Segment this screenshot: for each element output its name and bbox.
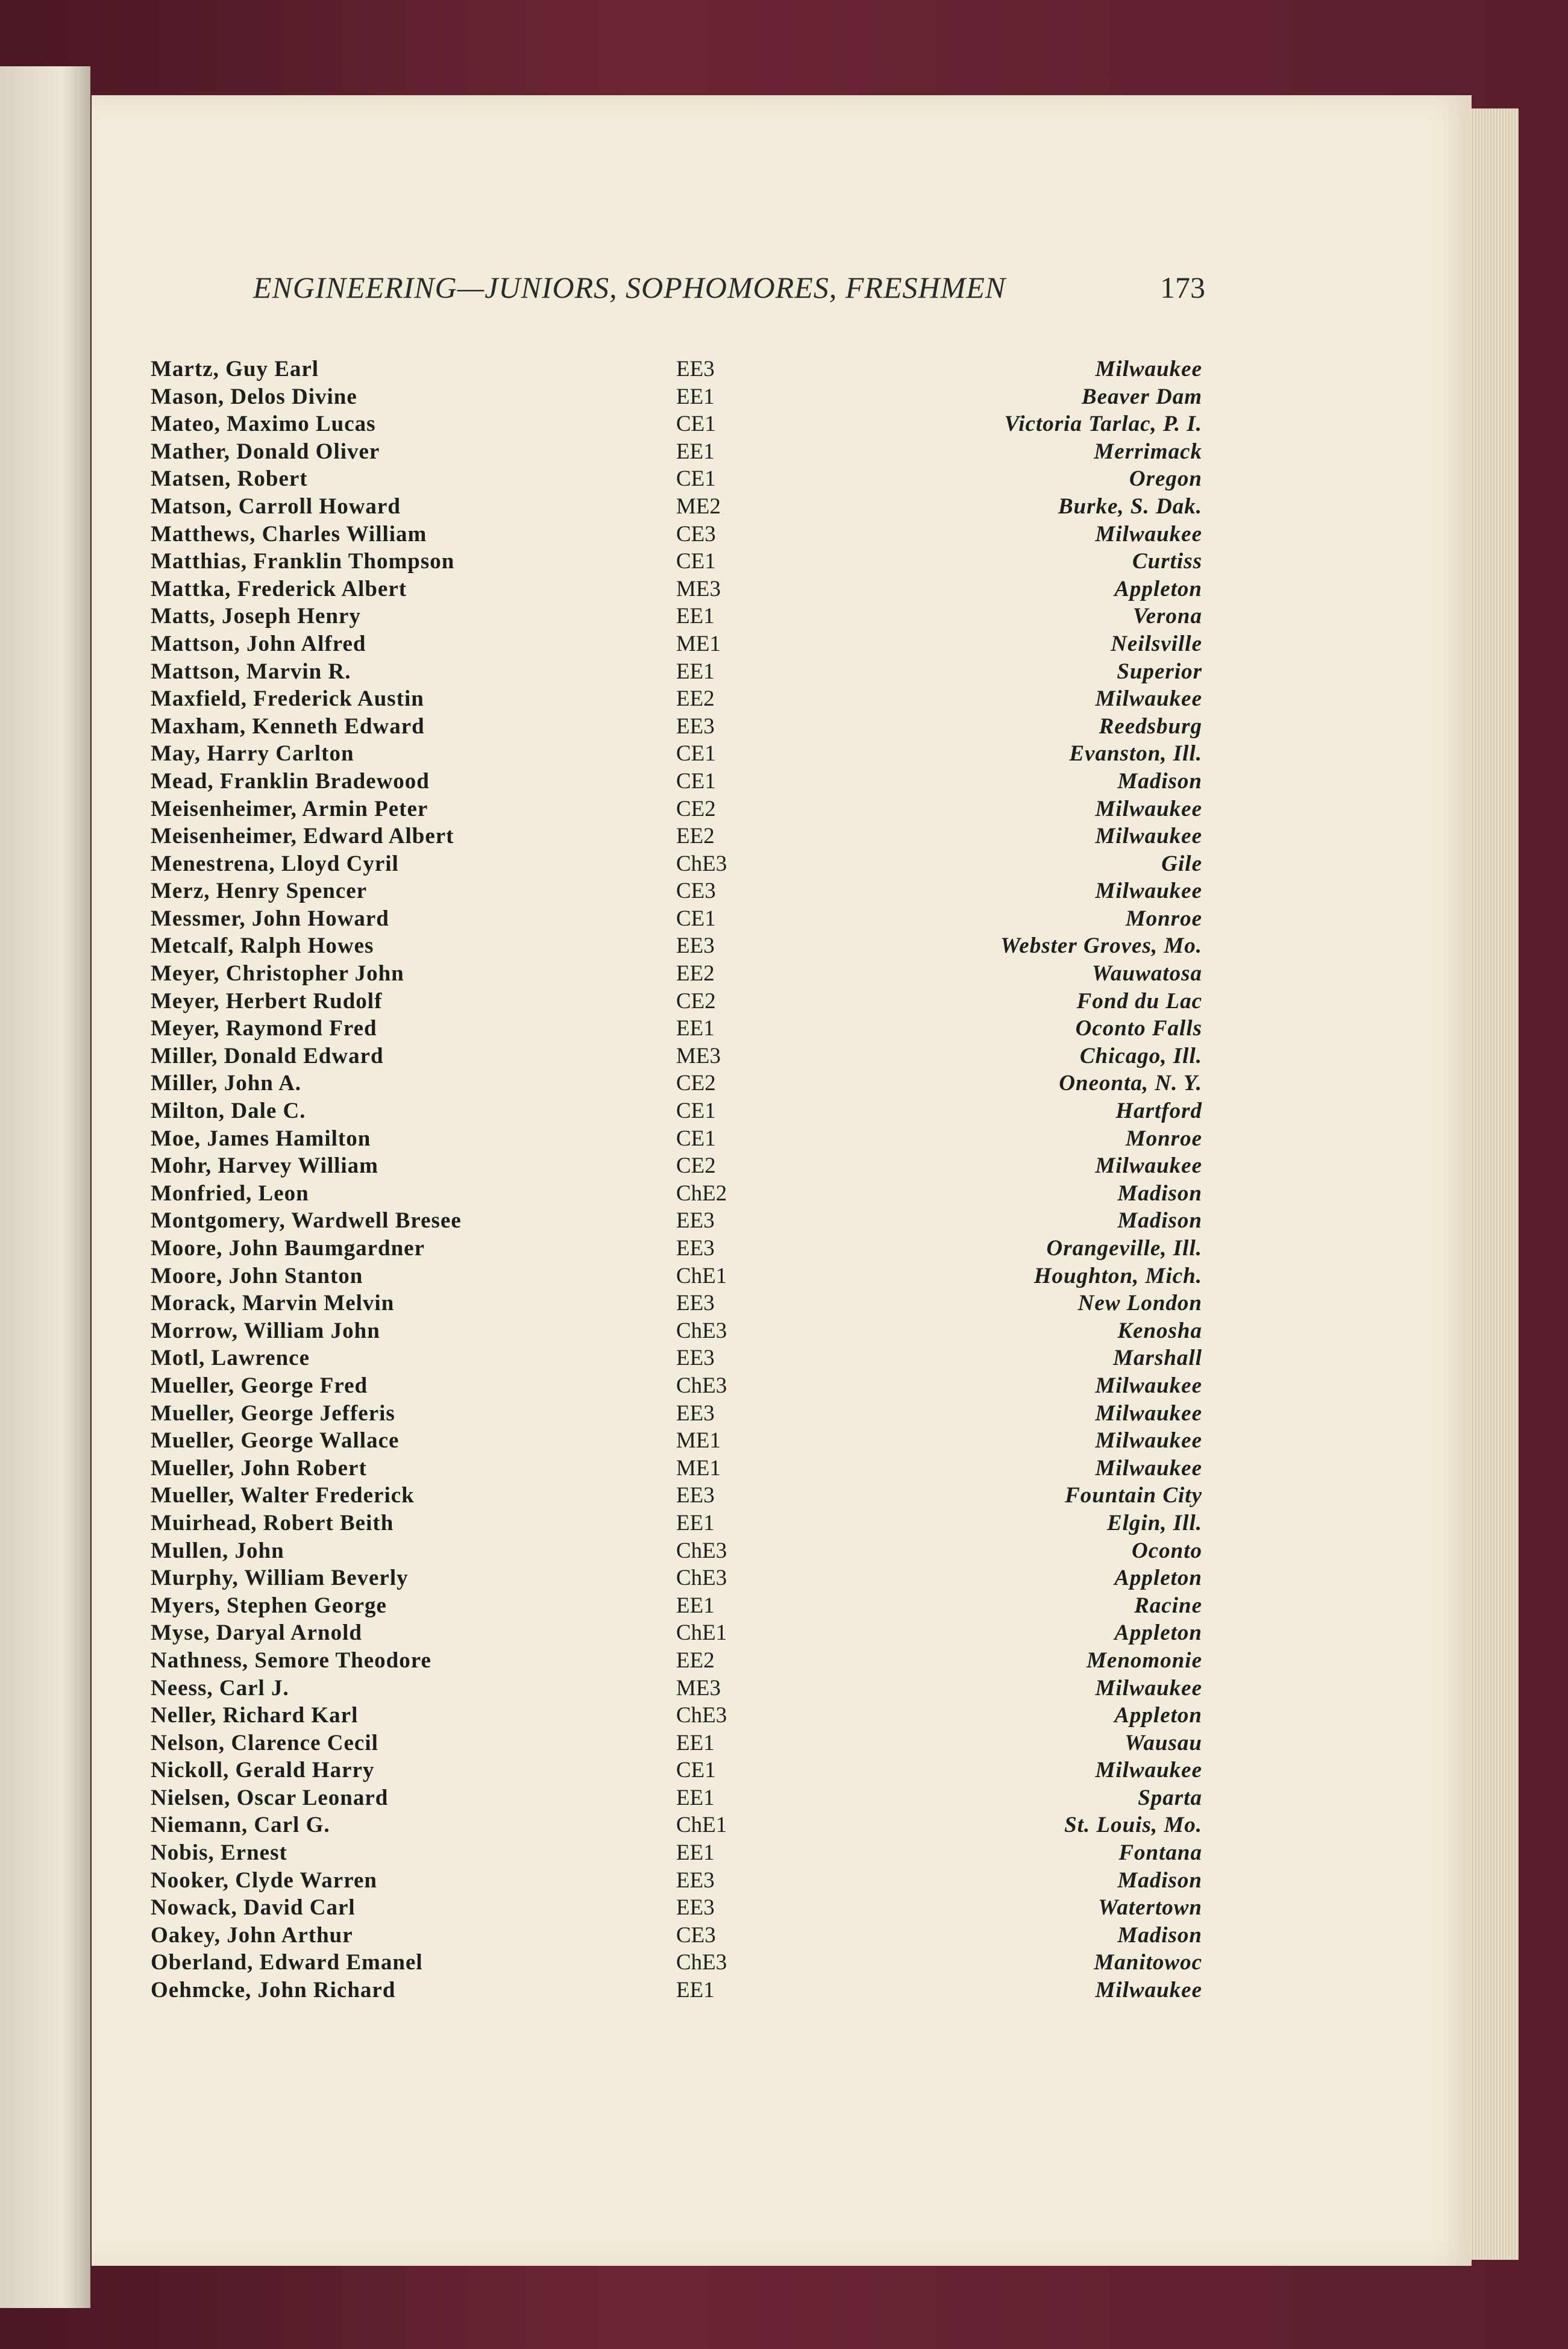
- student-name: Murphy, William Beverly: [151, 1566, 409, 1591]
- student-row: [151, 932, 1202, 960]
- student-town: Appleton: [1114, 1703, 1202, 1728]
- student-course: EE3: [676, 713, 715, 739]
- student-town: Menomonie: [1087, 1648, 1202, 1673]
- student-town: Milwaukee: [1095, 1428, 1202, 1454]
- student-name: Montgomery, Wardwell Bresee: [151, 1208, 462, 1234]
- student-name: Moe, James Hamilton: [151, 1126, 371, 1151]
- student-course: EE1: [676, 1510, 715, 1535]
- student-town: Elgin, Ill.: [1106, 1510, 1202, 1535]
- student-name: Mattka, Frederick Albert: [151, 576, 407, 601]
- student-row: [151, 1372, 1202, 1400]
- student-row: [151, 795, 1202, 823]
- student-course: ChE1: [676, 1620, 727, 1646]
- student-row: [151, 850, 1202, 878]
- student-row: [151, 438, 1202, 466]
- student-town: Milwaukee: [1095, 686, 1202, 712]
- student-name: Monfried, Leon: [151, 1181, 309, 1206]
- student-course: CE2: [676, 988, 716, 1014]
- student-course: CE3: [676, 879, 716, 904]
- student-row: [151, 1894, 1202, 1922]
- student-row: [151, 1180, 1202, 1208]
- student-name: Matthias, Franklin Thompson: [151, 549, 455, 574]
- student-town: Merrimack: [1094, 439, 1202, 464]
- student-course: EE3: [676, 357, 715, 381]
- student-course: ME1: [676, 1455, 721, 1481]
- student-course: EE1: [676, 1593, 715, 1618]
- student-course: EE1: [676, 1978, 715, 2003]
- student-town: Sparta: [1138, 1785, 1202, 1810]
- student-town: Beaver Dam: [1081, 384, 1202, 409]
- student-name: Messmer, John Howard: [151, 906, 389, 931]
- student-name: Mason, Delos Divine: [151, 384, 357, 409]
- student-town: Milwaukee: [1095, 1455, 1202, 1481]
- student-name: Metcalf, Ralph Howes: [151, 933, 374, 959]
- student-course: ME1: [676, 1428, 721, 1454]
- student-course: EE1: [676, 1840, 715, 1866]
- student-row: [151, 740, 1202, 768]
- student-row: [151, 410, 1202, 438]
- student-town: Milwaukee: [1095, 824, 1202, 849]
- student-course: ChE3: [676, 1566, 727, 1591]
- student-town: Houghton, Mich.: [1033, 1263, 1202, 1288]
- student-row: [151, 1757, 1202, 1784]
- student-town: Orangeville, Ill.: [1046, 1236, 1202, 1261]
- student-name: Moore, John Stanton: [151, 1263, 363, 1288]
- student-course: CE1: [676, 549, 716, 574]
- student-row: [151, 1564, 1202, 1592]
- student-town: Wauwatosa: [1091, 961, 1202, 986]
- student-town: Milwaukee: [1095, 521, 1202, 547]
- student-row: [151, 1949, 1202, 1977]
- student-course: CE3: [676, 521, 716, 547]
- student-town: Superior: [1117, 659, 1202, 684]
- student-town: Monroe: [1125, 1126, 1202, 1151]
- student-town: Madison: [1117, 768, 1202, 794]
- student-course: EE1: [676, 384, 715, 409]
- student-course: ChE2: [676, 1181, 727, 1206]
- student-course: EE2: [676, 824, 715, 849]
- student-row: [151, 1619, 1202, 1647]
- student-town: Oconto Falls: [1075, 1016, 1202, 1041]
- student-course: EE1: [676, 1016, 715, 1041]
- student-town: Neilsville: [1111, 631, 1202, 656]
- student-row: [151, 1482, 1202, 1510]
- student-name: May, Harry Carlton: [151, 741, 354, 767]
- student-town: Chicago, Ill.: [1079, 1043, 1202, 1068]
- student-course: EE2: [676, 686, 715, 712]
- student-name: Niemann, Carl G.: [151, 1813, 330, 1838]
- student-course: EE3: [676, 1400, 715, 1426]
- student-name: Moore, John Baumgardner: [151, 1236, 425, 1261]
- student-name: Nobis, Ernest: [151, 1840, 287, 1866]
- student-town: Madison: [1117, 1922, 1202, 1948]
- student-row: [151, 603, 1202, 630]
- student-town: Oregon: [1129, 466, 1202, 492]
- student-name: Miller, John A.: [151, 1071, 302, 1096]
- student-course: ChE3: [676, 1538, 727, 1563]
- student-row: [151, 356, 1202, 383]
- student-name: Merz, Henry Spencer: [151, 879, 368, 904]
- student-row: [151, 905, 1202, 933]
- student-row: [151, 548, 1202, 575]
- student-row: [151, 1070, 1202, 1097]
- student-course: EE2: [676, 1648, 715, 1673]
- student-name: Mohr, Harvey William: [151, 1153, 379, 1179]
- student-name: Nowack, David Carl: [151, 1895, 356, 1921]
- student-town: Verona: [1133, 604, 1202, 629]
- student-course: EE1: [676, 439, 715, 464]
- student-course: CE1: [676, 906, 716, 931]
- student-course: CE1: [676, 1758, 716, 1783]
- student-town: Appleton: [1114, 576, 1202, 601]
- student-town: Evanston, Ill.: [1069, 741, 1202, 767]
- student-town: Oneonta, N. Y.: [1059, 1071, 1202, 1096]
- student-town: Milwaukee: [1095, 796, 1202, 821]
- student-town: Wausau: [1124, 1730, 1202, 1755]
- student-town: Manitowoc: [1094, 1950, 1202, 1975]
- student-name: Martz, Guy Earl: [151, 357, 319, 381]
- student-row: [151, 960, 1202, 988]
- student-name: Maxfield, Frederick Austin: [151, 686, 424, 712]
- student-course: CE1: [676, 741, 716, 767]
- student-course: ChE3: [676, 1950, 727, 1975]
- student-town: Fountain City: [1065, 1483, 1202, 1508]
- page-block-edge: [1470, 108, 1519, 2260]
- student-course: ChE3: [676, 1373, 727, 1398]
- student-row: [151, 768, 1202, 795]
- student-town: Racine: [1134, 1593, 1202, 1618]
- student-name: Mead, Franklin Bradewood: [151, 768, 430, 794]
- student-name: Mueller, Walter Frederick: [151, 1483, 415, 1508]
- student-course: CE2: [676, 1153, 716, 1179]
- student-town: Madison: [1117, 1181, 1202, 1206]
- student-name: Nickoll, Gerald Harry: [151, 1758, 375, 1783]
- student-course: EE3: [676, 1346, 715, 1371]
- student-course: CE3: [676, 1922, 716, 1948]
- student-name: Matts, Joseph Henry: [151, 604, 361, 629]
- student-name: Meyer, Herbert Rudolf: [151, 988, 383, 1014]
- student-row: [151, 1784, 1202, 1812]
- student-row: [151, 1043, 1202, 1070]
- student-row: [151, 1510, 1202, 1537]
- student-row: [151, 1235, 1202, 1262]
- student-name: Nooker, Clyde Warren: [151, 1868, 377, 1893]
- student-name: Maxham, Kenneth Edward: [151, 713, 425, 739]
- student-town: Madison: [1117, 1868, 1202, 1893]
- student-name: Nelson, Clarence Cecil: [151, 1730, 378, 1755]
- student-row: [151, 1977, 1202, 2004]
- student-row: [151, 493, 1202, 521]
- student-course: EE3: [676, 1895, 715, 1921]
- student-course: CE1: [676, 466, 716, 492]
- student-town: Gile: [1161, 851, 1202, 876]
- student-town: Fontana: [1118, 1840, 1202, 1866]
- running-title: ENGINEERING—JUNIORS, SOPHOMORES, FRESHMEN: [253, 271, 1006, 304]
- student-course: EE1: [676, 1730, 715, 1755]
- student-row: [151, 1317, 1202, 1345]
- student-town: Webster Groves, Mo.: [1000, 933, 1202, 959]
- student-row: [151, 1647, 1202, 1675]
- student-town: Oconto: [1132, 1538, 1202, 1563]
- student-course: EE1: [676, 659, 715, 684]
- student-town: Appleton: [1114, 1620, 1202, 1646]
- student-course: CE1: [676, 412, 716, 437]
- student-row: [151, 1427, 1202, 1455]
- student-name: Matsen, Robert: [151, 466, 308, 492]
- student-name: Mueller, George Jefferis: [151, 1400, 395, 1426]
- student-name: Matthews, Charles William: [151, 521, 427, 547]
- student-name: Muirhead, Robert Beith: [151, 1510, 394, 1535]
- student-name: Morack, Marvin Melvin: [151, 1291, 395, 1316]
- student-course: CE2: [676, 796, 716, 821]
- student-name: Mueller, John Robert: [151, 1455, 367, 1481]
- student-row: [151, 1015, 1202, 1043]
- student-course: EE1: [676, 604, 715, 629]
- student-row: [151, 1592, 1202, 1620]
- student-name: Mueller, George Wallace: [151, 1428, 400, 1454]
- student-course: EE3: [676, 933, 715, 959]
- student-town: St. Louis, Mo.: [1064, 1813, 1202, 1838]
- student-course: ME1: [676, 631, 721, 656]
- student-town: Madison: [1117, 1208, 1202, 1234]
- student-row: [151, 1730, 1202, 1757]
- student-row: [151, 1867, 1202, 1895]
- student-course: CE1: [676, 1126, 716, 1151]
- student-name: Myers, Stephen George: [151, 1593, 387, 1618]
- student-town: Milwaukee: [1095, 1978, 1202, 2003]
- student-town: Monroe: [1125, 906, 1202, 931]
- facing-page-edge: [0, 66, 90, 2308]
- student-town: Milwaukee: [1095, 1153, 1202, 1179]
- student-row: [151, 1152, 1202, 1180]
- student-town: Appleton: [1114, 1566, 1202, 1591]
- student-row: [151, 1455, 1202, 1482]
- student-town: Milwaukee: [1095, 1373, 1202, 1398]
- running-header: [253, 270, 1205, 312]
- student-row: [151, 521, 1202, 548]
- student-row: [151, 465, 1202, 493]
- student-name: Matson, Carroll Howard: [151, 494, 401, 519]
- student-row: [151, 1400, 1202, 1428]
- student-town: Milwaukee: [1095, 1675, 1202, 1701]
- student-name: Mattson, John Alfred: [151, 631, 366, 656]
- student-list: [151, 356, 1202, 2004]
- student-name: Oehmcke, John Richard: [151, 1978, 396, 2003]
- student-name: Oberland, Edward Emanel: [151, 1950, 423, 1975]
- student-town: Milwaukee: [1095, 1758, 1202, 1783]
- student-course: EE2: [676, 961, 715, 986]
- student-town: Fond du Lac: [1076, 988, 1202, 1014]
- student-course: EE3: [676, 1208, 715, 1234]
- student-course: EE3: [676, 1291, 715, 1316]
- student-row: [151, 1922, 1202, 1949]
- student-course: ChE3: [676, 851, 727, 876]
- student-course: ChE1: [676, 1263, 727, 1288]
- student-town: Milwaukee: [1095, 1400, 1202, 1426]
- student-row: [151, 1811, 1202, 1839]
- student-row: [151, 630, 1202, 658]
- student-row: [151, 383, 1202, 411]
- student-town: Victoria Tarlac, P. I.: [1004, 412, 1202, 437]
- student-row: [151, 685, 1202, 713]
- student-town: Milwaukee: [1095, 879, 1202, 904]
- student-name: Meyer, Christopher John: [151, 961, 404, 986]
- student-row: [151, 1537, 1202, 1565]
- student-name: Meisenheimer, Armin Peter: [151, 796, 428, 821]
- student-town: Watertown: [1098, 1895, 1202, 1921]
- student-name: Neller, Richard Karl: [151, 1703, 359, 1728]
- student-town: Curtiss: [1132, 549, 1202, 574]
- student-course: ChE3: [676, 1318, 727, 1343]
- student-row: [151, 658, 1202, 686]
- student-name: Neess, Carl J.: [151, 1675, 289, 1701]
- student-row: [151, 1262, 1202, 1290]
- student-row: [151, 877, 1202, 905]
- student-course: EE3: [676, 1868, 715, 1893]
- student-name: Myse, Daryal Arnold: [151, 1620, 362, 1646]
- student-row: [151, 1290, 1202, 1317]
- student-course: ChE3: [676, 1703, 727, 1728]
- student-name: Milton, Dale C.: [151, 1099, 306, 1124]
- student-name: Mateo, Maximo Lucas: [151, 412, 376, 437]
- student-row: [151, 823, 1202, 850]
- student-name: Morrow, William John: [151, 1318, 380, 1343]
- student-course: ME2: [676, 494, 721, 519]
- student-course: ME3: [676, 1675, 721, 1701]
- student-name: Meisenheimer, Edward Albert: [151, 824, 454, 849]
- student-town: Burke, S. Dak.: [1058, 494, 1202, 519]
- student-course: ME3: [676, 576, 721, 601]
- student-name: Mattson, Marvin R.: [151, 659, 351, 684]
- student-name: Menestrena, Lloyd Cyril: [151, 851, 399, 876]
- student-town: Marshall: [1113, 1346, 1202, 1371]
- student-town: Milwaukee: [1095, 357, 1202, 381]
- student-name: Nathness, Semore Theodore: [151, 1648, 431, 1673]
- student-name: Mullen, John: [151, 1538, 284, 1563]
- student-row: [151, 575, 1202, 603]
- student-row: [151, 1097, 1202, 1125]
- student-town: New London: [1077, 1291, 1202, 1316]
- student-course: CE1: [676, 768, 716, 794]
- student-course: EE3: [676, 1483, 715, 1508]
- student-town: Reedsburg: [1099, 713, 1202, 739]
- student-course: CE2: [676, 1071, 716, 1096]
- student-row: [151, 1702, 1202, 1730]
- student-course: ME3: [676, 1043, 721, 1068]
- student-course: EE3: [676, 1236, 715, 1261]
- student-name: Mather, Donald Oliver: [151, 439, 380, 464]
- student-name: Meyer, Raymond Fred: [151, 1016, 377, 1041]
- student-row: [151, 713, 1202, 741]
- student-town: Kenosha: [1117, 1318, 1202, 1343]
- student-course: EE1: [676, 1785, 715, 1810]
- student-row: [151, 1344, 1202, 1372]
- student-row: [151, 1675, 1202, 1702]
- page-number: 173: [1160, 271, 1205, 304]
- student-row: [151, 1125, 1202, 1153]
- student-name: Miller, Donald Edward: [151, 1043, 384, 1068]
- student-name: Oakey, John Arthur: [151, 1922, 353, 1948]
- student-town: Hartford: [1115, 1099, 1202, 1124]
- student-row: [151, 988, 1202, 1015]
- student-row: [151, 1839, 1202, 1867]
- student-name: Mueller, George Fred: [151, 1373, 368, 1398]
- student-row: [151, 1207, 1202, 1235]
- student-name: Motl, Lawrence: [151, 1346, 310, 1371]
- student-course: CE1: [676, 1099, 716, 1124]
- student-name: Nielsen, Oscar Leonard: [151, 1785, 389, 1810]
- student-course: ChE1: [676, 1813, 727, 1838]
